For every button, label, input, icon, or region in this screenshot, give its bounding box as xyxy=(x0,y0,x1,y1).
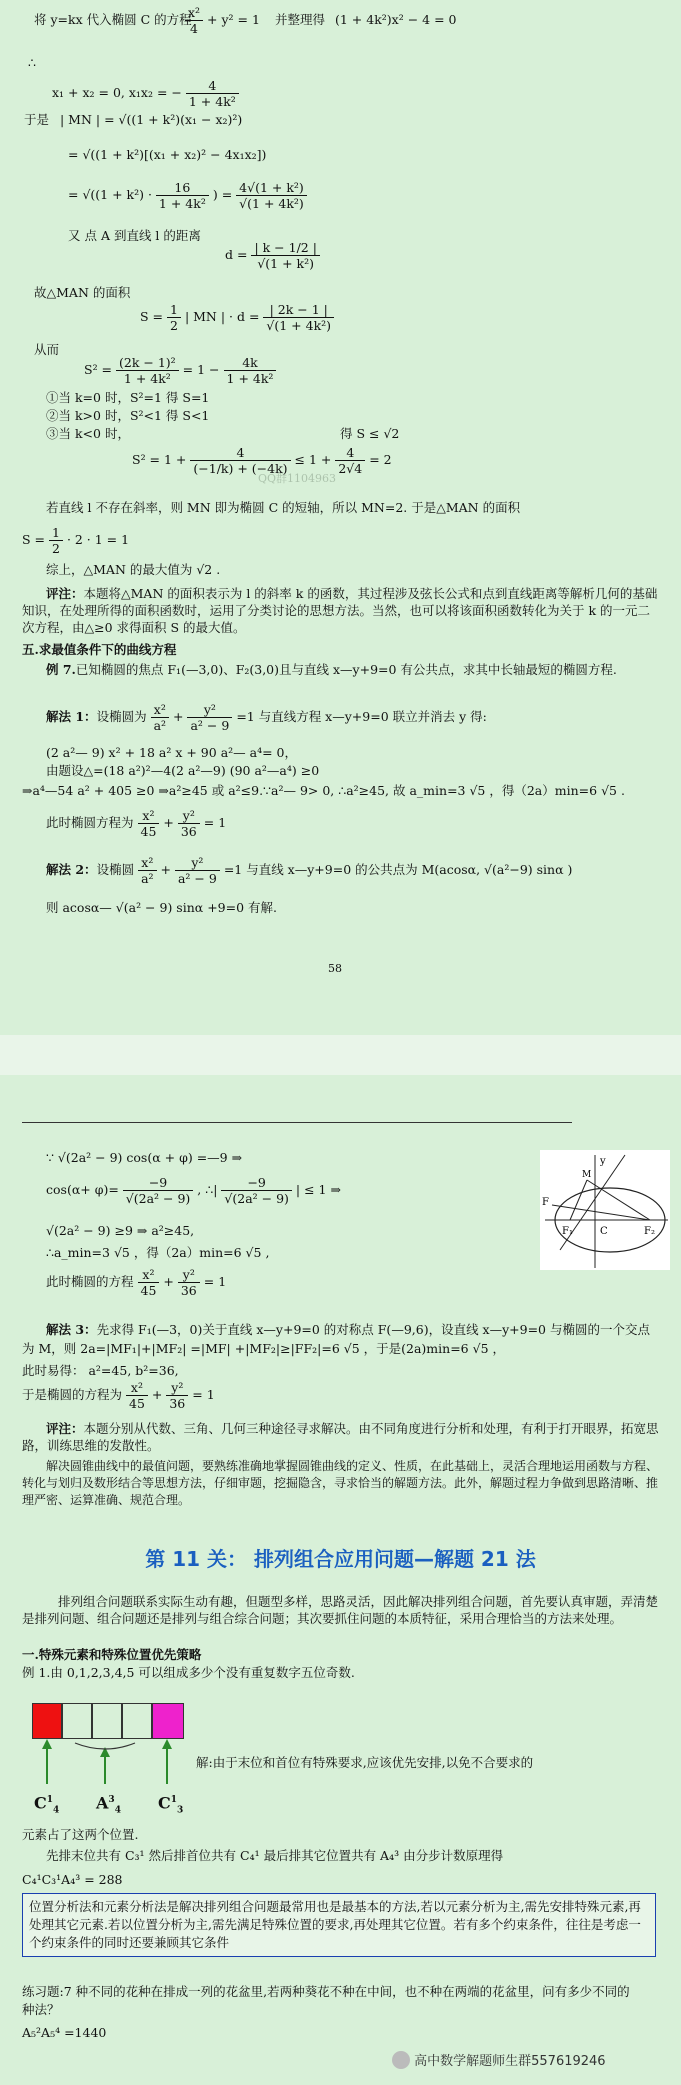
summary-line: 综上，△MAN 的最大值为 √2 . xyxy=(46,562,221,577)
area-formula: S = $\frac{1}{2}$ | MN | · d = $\frac{| 2k - 1 |}{\text{√(1 + 4k²)}}$ xyxy=(140,302,334,333)
p2-line-3: √(2a² − 9) ≥9 ⇒ a²≥45, xyxy=(46,1223,195,1238)
s2-bound: S² = 1 + $\frac{4}{(-1/k) + (-4k)}$ ≤ 1 + $\frac{4}{2√4}$ = 2 xyxy=(132,445,392,476)
case-1: ①当 k=0 时，S²=1 得 S=1 xyxy=(46,390,210,405)
label-f1: F₁ xyxy=(562,1226,573,1237)
digit-slots xyxy=(32,1703,184,1739)
wechat-icon xyxy=(392,2051,410,2069)
label-c31: $C^1_3$ xyxy=(158,1793,184,1816)
slot-4 xyxy=(122,1703,152,1739)
quadratic-eq: (1 + 4k²)x² − 4 = 0 xyxy=(335,12,457,27)
distance-text: 又 点 A 到直线 l 的距离 xyxy=(68,228,201,243)
example-1: 例 1.由 0,1,2,3,4,5 可以组成多少个没有重复数字五位奇数. xyxy=(22,1665,355,1680)
s-squared: S² = $\frac{\text{(2k − 1)²}}{\text{1 + 4k²}}$ = 1 − $\frac{4k}{\text{1 + 4k²}}$ xyxy=(84,355,276,386)
slot-2 xyxy=(62,1703,92,1739)
p2-line-1: ∵ √(2a² − 9) cos(α + φ) =—9 ⇒ xyxy=(46,1150,243,1165)
case-3: ③当 k<0 时， xyxy=(46,426,130,441)
solution-2-result: 则 acosα— √(a² − 9) sinα +9=0 有解. xyxy=(46,900,277,915)
p2-line-4: ∴a_min=3 √5 ，得（2a）min=6 √5 , xyxy=(46,1245,270,1260)
rearrange-text: 并整理得 xyxy=(275,12,326,27)
eq-c: ⇒a⁴—54 a² + 405 ≥0 ⇒a²≥45 或 a²≤9.∵a²— 9> 0, ∴a²≥45, 故 a_min=3 √5 ，得（2a）min=6 √5 . xyxy=(22,783,625,798)
method-summary-box: 位置分析法和元素分析法是解决排列组合问题最常用也是最基本的方法,若以元素分析为主,需先安排特殊元素,再处理其它元素.若以位置分析为主,需先满足特殊位置的要求,再处理其它位置。若有多个约束条件，往往是考虑一个约束条件的同时还要兼顾其它条件 xyxy=(22,1893,656,1957)
result-288: C₄¹C₃¹A₄³ = 288 xyxy=(22,1872,123,1887)
label-c: C xyxy=(600,1226,608,1237)
page-number: 58 xyxy=(328,962,342,975)
solution-3-b: 此时易得： a²=45, b²=36, xyxy=(22,1363,179,1378)
label-y: y xyxy=(600,1156,606,1167)
section-5-heading: 五.求最值条件下的曲线方程 xyxy=(22,642,177,657)
wechat-group-label: 高中数学解题师生群557619246 xyxy=(414,2054,606,2069)
label-m: M xyxy=(582,1170,592,1180)
ellipse-figure xyxy=(540,1150,670,1270)
qq-watermark: QQ群1104963 xyxy=(258,472,337,485)
yushi-label: 于是 xyxy=(24,112,50,127)
solution-3-c: 于是椭圆的方程为 $\frac{\text{x²}}{45}$ + $\frac{\text{y²}}{36}$ = 1 xyxy=(22,1380,215,1411)
comment-paragraph: 评注：本题将△MAN 的面积表示为 l 的斜率 k 的函数，其过程涉及弦长公式和点到直线距离等解析几何的基础知识，在处理所得的面积函数时，运用了分类讨论的思想方法。当然，也可以将该面积函数转化为关于 k 的一元二次方程，由△≥0 求得面积 S 的最大值。 xyxy=(22,586,658,635)
slot-arrows xyxy=(30,1739,190,1789)
area-half: S = $\frac{1}{2}$ · 2 · 1 = 1 xyxy=(22,525,130,556)
page-58 xyxy=(0,0,681,1035)
practice-answer: A₅²A₅⁴ =1440 xyxy=(22,2025,107,2040)
chapter-intro: 排列组合问题联系实际生动有趣，但题型多样，思路灵活，因此解决排列组合问题，首先要认真审题，弄清楚是排列问题、组合问题还是排列与组合综合问题；其次要抓住问题的本质特征，采用合理恰当的方法来处理。 xyxy=(22,1594,659,1626)
arrowhead-last xyxy=(162,1739,172,1749)
step-description: 先排末位共有 C₃¹ 然后排首位共有 C₄¹ 最后排其它位置共有 A₄³ 由分步计数原理得 xyxy=(46,1848,504,1863)
solution-2-line: 解法 2：设椭圆 $\frac{\text{x²}}{\text{a²}}$ + $\frac{\text{y²}}{\text{a² − 9}}$ =1 与直线 x—y+9=0 的公共点为 M(acosα, √(a²−9) sinα ) xyxy=(46,855,573,886)
label-f: F xyxy=(542,1197,549,1208)
arrowhead-first xyxy=(42,1739,52,1749)
chapter-11-title: 第 11 关： 排列组合应用问题—解题 21 法 xyxy=(145,1547,536,1571)
eq-a: (2 a²— 9) x² + 18 a² x + 90 a²— a⁴= 0， xyxy=(46,745,297,760)
label-c41: $C^1_4$ xyxy=(34,1793,60,1816)
header-rule xyxy=(22,1122,572,1123)
mn-step2: = √((1 + k²)[(x₁ + x₂)² − 4x₁x₂]) xyxy=(68,147,267,162)
eq-b: 由题设△=(18 a²)²—4(2 a²—9) (90 a²—a⁴) ≥0 xyxy=(46,763,320,778)
slot-last xyxy=(152,1703,184,1739)
case-2: ②当 k>0 时，S²<1 得 S<1 xyxy=(46,408,210,423)
practice-question: 练习题:7 种不同的花种在排成一列的花盆里,若两种葵花不种在中间，也不种在两端的花盆里，问有多少不同的种法？ xyxy=(22,1984,630,2017)
page-gap xyxy=(0,1035,681,1075)
solution-text: 解:由于末位和首位有特殊要求,应该优先安排,以免不合要求的 xyxy=(196,1755,534,1770)
slot-first xyxy=(32,1703,62,1739)
strategy-1-heading: 一.特殊元素和特殊位置优先策略 xyxy=(22,1647,202,1662)
wechat-footer xyxy=(392,2050,678,2074)
p2-line-2: cos(α+ φ)= $\frac{-9}{\text{√(2a² − 9)}}$ , ∴| $\frac{-9}{\text{√(2a² − 9)}}$ | ≤ 1 ⇒ xyxy=(46,1175,341,1206)
p2-comment-2: 解决圆锥曲线中的最值问题，要熟练准确地掌握圆锥曲线的定义、性质，在此基础上，灵活合理地运用函数与方程、转化与划归及数形结合等思想方法，仔细审题，挖掘隐含，寻求恰当的解题方法。此外，解题过程力争做到思路清晰、推理严密、运算准确、规范合理。 xyxy=(22,1459,659,1507)
therefore-symbol: ∴ xyxy=(28,55,36,70)
example-7: 例 7.已知椭圆的焦点 F₁(—3,0)、F₂(3,0)且与直线 x—y+9=0 有公共点，求其中长轴最短的椭圆方程. xyxy=(46,662,617,677)
congr-label: 从而 xyxy=(34,342,60,357)
solution-text-2: 元素占了这两个位置. xyxy=(22,1827,139,1842)
label-f2: F₂ xyxy=(644,1226,655,1237)
vieta-relations: x₁ + x₂ = 0, x₁x₂ = − $\frac{4}{\text{1 + 4k²}}$ xyxy=(52,78,239,109)
area-text: 故△MAN 的面积 xyxy=(34,285,131,300)
solution-3: 解法 3：先求得 F₁(—3，0)关于直线 x—y+9=0 的对称点 F(—9,6)，设直线 x—y+9=0 与椭圆的一个交点为 M，则 2a=|MF₁|+|MF₂| =|MF| +|MF₂|≥|FF₂|=6 √5 ，于是(2a)min=6 √5 ， xyxy=(22,1322,650,1356)
ellipse-equation: $\frac{\text{x²}}{4}$ + y² = 1 xyxy=(185,5,260,36)
case-3-result: 得 S ≤ √2 xyxy=(340,426,400,441)
mn-step1: | MN | = √((1 + k²)(x₁ − x₂)²) xyxy=(60,112,243,127)
solution-1-line: 解法 1：设椭圆为 $\frac{\text{x²}}{\text{a²}}$ + $\frac{\text{y²}}{\text{a² − 9}}$ =1 与直线方程 x—y+9=0 联立并消去 y 得: xyxy=(46,702,487,733)
intro-substitution: 将 y=kx 代入椭圆 C 的方程 xyxy=(34,12,192,27)
eq-d: 此时椭圆方程为 $\frac{\text{x²}}{45}$ + $\frac{\text{y²}}{36}$ = 1 xyxy=(46,808,227,839)
no-slope-case: 若直线 l 不存在斜率，则 MN 即为椭圆 C 的短轴，所以 MN=2. 于是△MAN 的面积 xyxy=(46,500,521,515)
label-a43: $A^3_4$ xyxy=(96,1793,121,1816)
p2-line-5: 此时椭圆的方程 $\frac{\text{x²}}{45}$ + $\frac{\text{y²}}{36}$ = 1 xyxy=(46,1267,227,1298)
slot-3 xyxy=(92,1703,122,1739)
distance-formula: d = $\frac{| k - 1/2 |}{\text{√(1 + k²)}}$ xyxy=(225,240,320,271)
mn-step3: = √((1 + k²) · $\frac{16}{\text{1 + 4k²}}$ ) = $\frac{\text{4√(1 + k²)}}{\text{√(1 + 4k²)}}$ xyxy=(68,180,307,211)
page-59 xyxy=(0,1075,681,2085)
p2-comment: 评注：本题分别从代数、三角、几何三种途径寻求解决。由不同角度进行分析和处理，有利于打开眼界，拓宽思路，训练思维的发散性。 xyxy=(22,1421,659,1453)
